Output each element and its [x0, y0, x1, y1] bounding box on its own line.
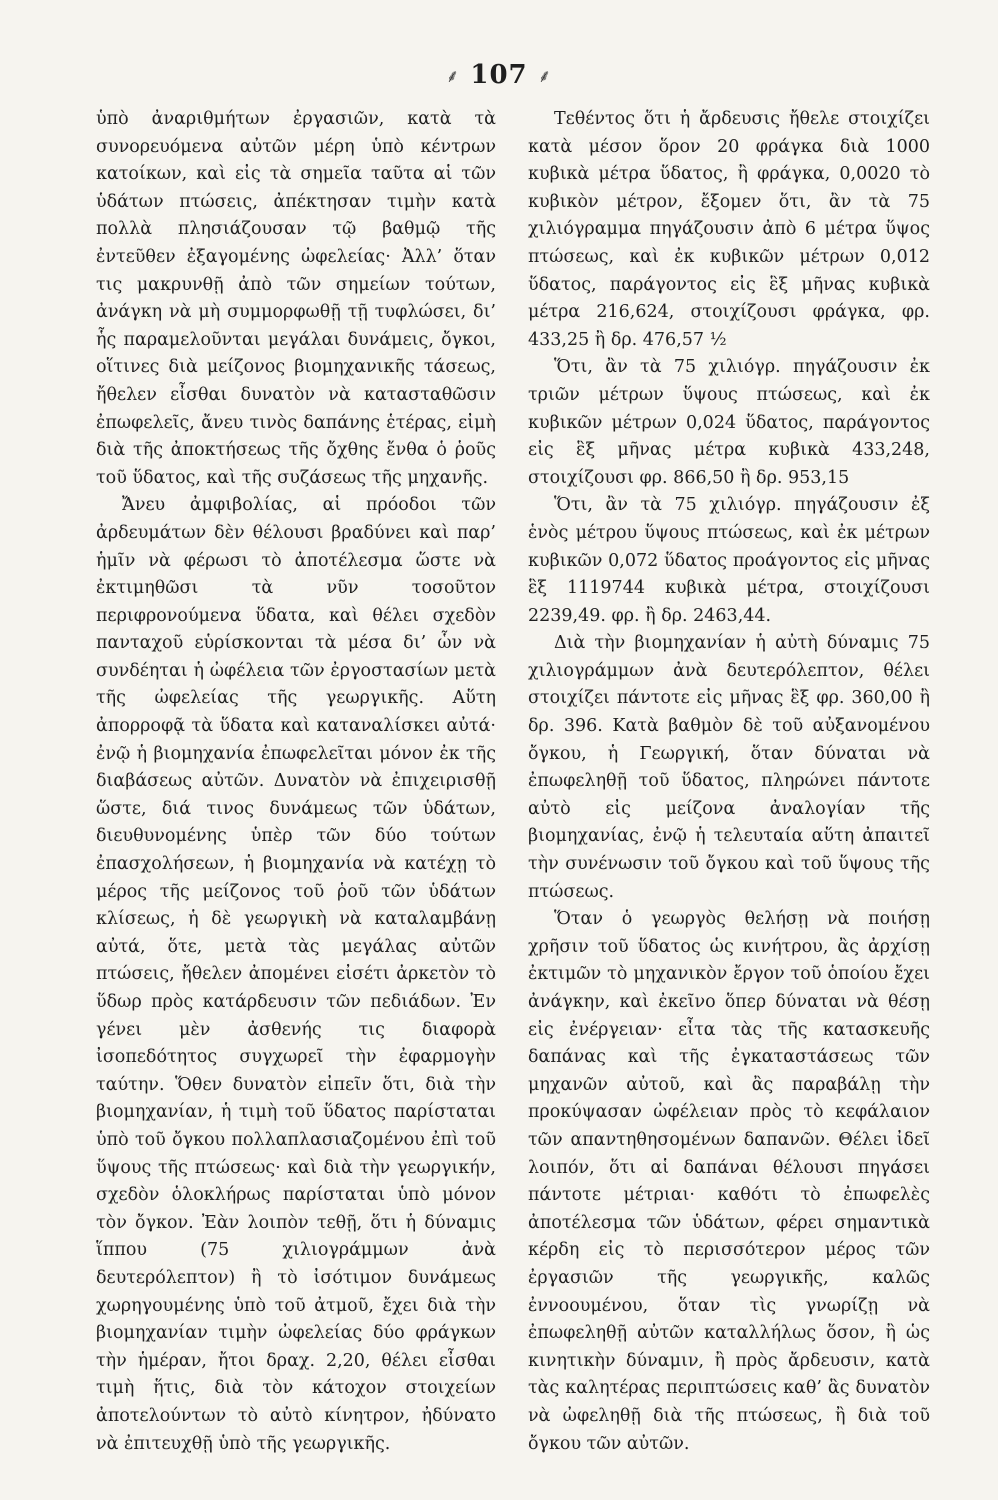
paragraph: ὑπὸ ἀναριθμήτων ἐργασιῶν, κατὰ τὰ συνορευόμενα αὐτῶν μέρη ὑπὸ κέντρων κατοίκων, καὶ εἰς τὰ σημεῖα ταῦτα αἱ τῶν ὑδάτων πτώσεις, ἀπέκτησαν τιμὴν κατὰ πολλὰ πλησιάζουσαν τῷ βαθμῷ τῆς ἐντεῦθεν ἐξαγομένης ὠφελείας· Ἀλλ’ ὅταν τις μακρυνθῇ ἀπὸ τῶν σημείων τούτων, ἀνάγκη νὰ μὴ συμμορφωθῇ τῇ τυφλώσει, δι’ ἧς παραμελοῦνται μεγάλαι δυνάμεις, ὄγκοι, οἵτινες διὰ μείζονος βιομηχανικῆς τάσεως, ἤθελεν εἶσθαι δυνατὸν νὰ κατασταθῶσιν ἐπωφελεῖς, ἄνευ τινὸς δαπάνης ἑτέρας, εἰμὴ διὰ τῆς ἀποκτήσεως τῆς ὄχθης ἔνθα ὁ ῥοῦς τοῦ ὕδατος, καὶ τῆς συζάσεως τῆς μηχανῆς.	[96, 109, 496, 488]
ornament-left-icon: ⸙	[445, 66, 461, 87]
right-column	[528, 106, 930, 1458]
paragraph: Διὰ τὴν βιομηχανίαν ἡ αὐτὴ δύναμις 75 χιλιογράμμων ἀνὰ δευτερόλεπτον, θέλει στοιχίζει πάντοτε εἰς μῆνας ἓξ φρ. 360,00 ἢ δρ. 396. Κατὰ βαθμὸν δὲ τοῦ αὐξανομένου ὄγκου, ἡ Γεωργική, ὅταν δύναται νὰ ἐπωφεληθῇ τοῦ ὕδατος, πληρώνει πάντοτε αὐτὸ εἰς μείζονα ἀναλογίαν τῆς βιομηχανίας, ἐνῷ ἡ τελευταία αὕτη ἀπαιτεῖ τὴν συνένωσιν τοῦ ὄγκου καὶ τοῦ ὕψους τῆς πτώσεως.	[528, 633, 930, 902]
paragraph: Ὅτι, ἂν τὰ 75 χιλιόγρ. πηγάζουσιν ἐκ τριῶν μέτρων ὕψους πτώσεως, καὶ ἐκ κυβικῶν μέτρων 0,024 ὕδατος, παράγοντος εἰς ἓξ μῆνας μέτρα κυβικὰ 433,248, στοιχίζουσι φρ. 866,50 ἢ δρ. 953,15	[528, 357, 930, 488]
page-number: 107	[470, 60, 528, 90]
ornament-right-icon: ⸙	[537, 66, 553, 87]
paragraph: Ὅτι, ἂν τὰ 75 χιλιόγρ. πηγάζουσιν ἐξ ἑνὸς μέτρου ὕψους πτώσεως, καὶ ἐκ μέτρων κυβικῶν 0,072 ὕδατος προάγοντος εἰς μῆνας ἓξ 1119744 κυβικὰ μέτρα, στοιχίζουσι 2239,49. φρ. ἢ δρ. 2463,44.	[528, 495, 930, 626]
left-column	[96, 106, 496, 1458]
paragraph: Ὅταν ὁ γεωργὸς θελήσῃ νὰ ποιήσῃ χρῆσιν τοῦ ὕδατος ὡς κινήτρου, ἂς ἀρχίσῃ ἐκτιμῶν τὸ μηχανικὸν ἔργον τοῦ ὁποίου ἔχει ἀνάγκην, καὶ ἐκεῖνο ὅπερ δύναται νὰ θέσῃ εἰς ἐνέργειαν· εἶτα τὰς τῆς κατασκευῆς δαπάνας καὶ τῆς ἐγκαταστάσεως τῶν μηχανῶν αὐτοῦ, καὶ ἂς παραβάλῃ τὴν προκύψασαν ὠφέλειαν πρὸς τὸ κεφάλαιον τῶν απαντηθησομένων δαπανῶν. Θέλει ἰδεῖ λοιπόν, ὅτι αἱ δαπάναι θέλουσι πηγάσει πάντοτε μέτριαι· καθότι τὸ ἐπωφελὲς ἀποτέλεσμα τῶν ὑδάτων, φέρει σημαντικὰ κέρδη εἰς τὸ περισσότερον μέρος τῶν ἐργασιῶν τῆς γεωργικῆς, καλῶς ἐννοουμένου, ὅταν τὶς γνωρίζῃ νὰ ἐπωφεληθῇ αὐτῶν καταλλήλως ὅσον, ἢ ὡς κινητικὴν δύναμιν, ἢ πρὸς ἄρδευσιν, κατὰ τὰς καλητέρας περιπτώσεις καθ’ ἃς δυνατὸν νὰ ὠφεληθῇ διὰ τῆς πτώσεως, ἢ διὰ τοῦ ὄγκου τῶν αὐτῶν.	[528, 909, 930, 1454]
paragraph: Ἄνευ ἀμφιβολίας, αἱ πρόοδοι τῶν ἀρδευμάτων δὲν θέλουσι βραδύνει καὶ παρ’ ἡμῖν νὰ φέρωσι τὸ ἀποτέλεσμα ὥστε νὰ ἐκτιμηθῶσι τὰ νῦν τοσοῦτον περιφρονούμενα ὕδατα, καὶ θέλει σχεδὸν πανταχοῦ εὑρίσκονται τὰ μέσα δι’ ὧν νὰ συνδέηται ἡ ὠφέλεια τῶν ἐργοστασίων μετὰ τῆς ὠφελείας τῆς γεωργικῆς. Αὕτη ἀπορροφᾷ τὰ ὕδατα καὶ καταναλίσκει αὐτά· ἐνῷ ἡ βιομηχανία ἐπωφελεῖται μόνον ἐκ τῆς διαβάσεως αὐτῶν. Δυνατὸν νὰ ἐπιχειρισθῇ ὥστε, διά τινος δυνάμεως τῶν ὑδάτων, διευθυνομένης ὑπὲρ τῶν δύο τούτων ἐπασχολήσεων, ἡ βιομηχανία νὰ κατέχῃ τὸ μέρος τῆς μείζονος τοῦ ῥοῦ τῶν ὑδάτων κλίσεως, ἡ δὲ γεωργικὴ νὰ καταλαμβάνῃ αὐτά, ὅτε, μετὰ τὰς μεγάλας αὐτῶν πτώσεις, ἤθελεν ἀπομένει εἰσέτι ἀρκετὸν τὸ ὕδωρ πρὸς κατάρδευσιν τῶν πεδιάδων. Ἐν γένει μὲν ἀσθενής τις διαφορὰ ἰσοπεδότητος συγχωρεῖ τὴν ἐφαρμογὴν ταύτην. Ὅθεν δυνατὸν εἰπεῖν ὅτι, διὰ τὴν βιομηχανίαν, ἡ τιμὴ τοῦ ὕδατος παρίσταται ὑπὸ τοῦ ὄγκου πολλαπλασιαζομένου ἐπὶ τοῦ ὕψους τῆς πτώσεως· καὶ διὰ τὴν γεωργικήν, σχεδὸν ὁλοκλήρως παρίσταται ὑπὸ μόνον τὸν ὄγκον. Ἐὰν λοιπὸν τεθῇ, ὅτι ἡ δύναμις ἵππου (75 χιλιογράμμων ἀνὰ δευτερόλεπτον) ἢ τὸ ἰσότιμον δυνάμεως χωρηγουμένης ὑπὸ τοῦ ἀτμοῦ, ἔχει διὰ τὴν βιομηχανίαν τιμὴν ὠφελείας δύο φράγκων τὴν ἡμέραν, ἤτοι δραχ. 2,20, θέλει εἶσθαι τιμὴ ἥτις, διὰ τὸν κάτοχον στοιχείων ἀποτελούντων τὸ αὐτὸ κίνητρον, ἠδύνατο νὰ ἐπιτευχθῇ ὑπὸ τῆς γεωργικῆς.	[96, 495, 496, 1454]
page-header	[0, 60, 998, 90]
paragraph: Τεθέντος ὅτι ἡ ἄρδευσις ἤθελε στοιχίζει κατὰ μέσον ὅρον 20 φράγκα διὰ 1000 κυβικὰ μέτρα ὕδατος, ἢ φράγκα, 0,0020 τὸ κυβικὸν μέτρον, ἔξομεν ὅτι, ἂν τὰ 75 χιλιόγραμμα πηγάζουσιν ἀπὸ 6 μέτρα ὕψος πτώσεως, καὶ ἐκ κυβικῶν μέτρων 0,012 ὕδατος, παράγοντος εἰς ἓξ μῆνας κυβικὰ μέτρα 216,624, στοιχίζουσι φράγκα, φρ. 433,25 ἢ δρ. 476,57 ½	[528, 109, 930, 350]
